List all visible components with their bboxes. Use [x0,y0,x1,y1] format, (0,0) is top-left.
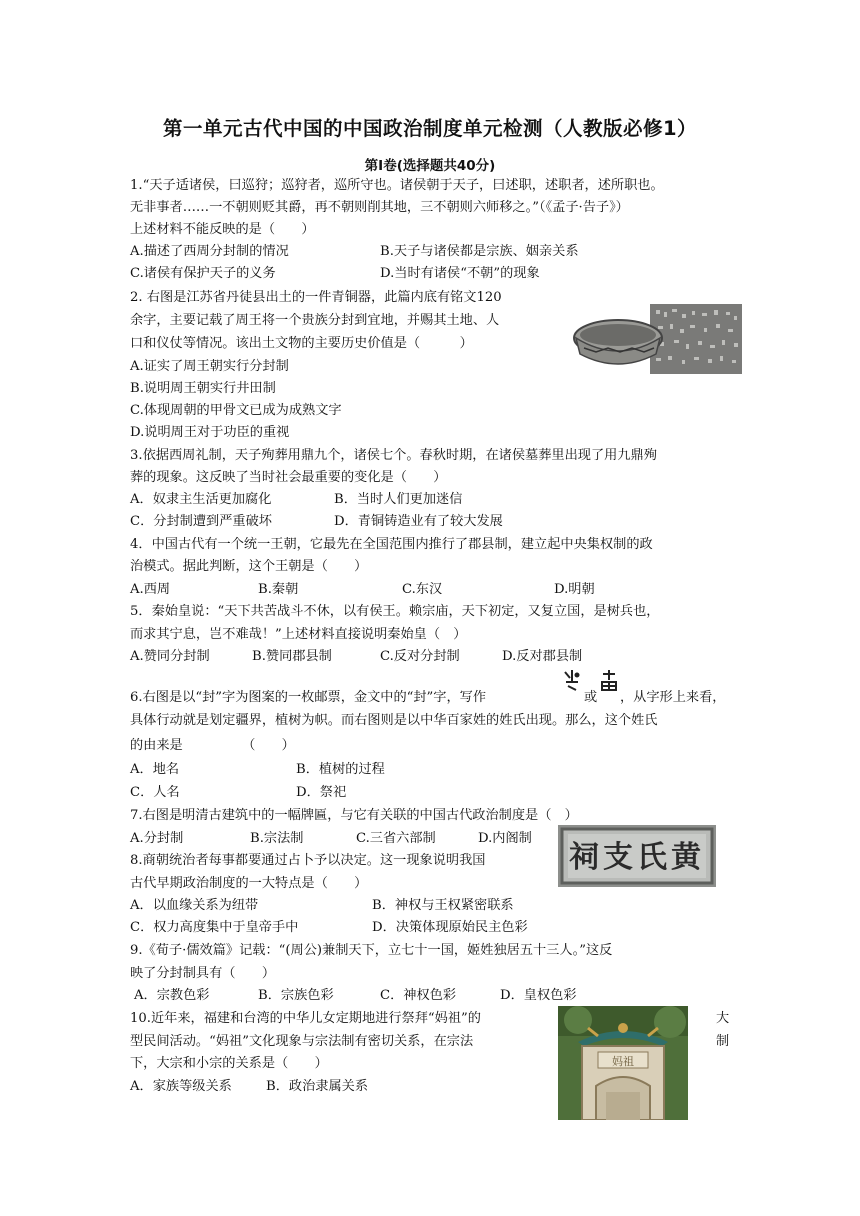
q7-line-1: 7.右图是明清古建筑中的一幅牌匾，与它有关联的中国古代政治制度是（ ） [130,808,578,823]
q9-option-c: C．神权色彩 [380,988,457,1003]
q5-option-b: B.赞同郡县制 [252,649,332,664]
q2-option-c: C.体现周朝的甲骨文已成为成熟文字 [130,403,342,418]
shrine-text: 妈祖 [612,1055,634,1068]
q10-line-1a: 10.近年来，福建和台湾的中华儿女定期地进行祭拜“妈祖”的 [130,1011,481,1026]
q7-option-d: D.内阁制 [478,831,532,846]
q5-option-a: A.赞同分封制 [130,649,210,664]
q5-line-1: 5．秦始皇说：“天下共苦战斗不休，以有侯王。赖宗庙，天下初定，又复立国，是树兵也， [130,604,660,619]
section-heading: 第Ⅰ卷(选择题共40分) [364,158,496,174]
q6-line-3: 的由来是 （ ） [130,738,295,753]
q3-line-1: 3.依据西周礼制，天子殉葬用鼎九个，诸侯七个。春秋时期，在诸侯墓葬里出现了用九鼎殉 [130,448,657,463]
q2-option-b: B.说明周王朝实行井田制 [130,381,276,396]
q8-option-c: C．权力高度集中于皇帝手中 [130,920,299,935]
q6-option-a: A．地名 [130,762,180,777]
q4-option-b: B.秦朝 [258,582,299,597]
q6-line-2: 具体行动就是划定疆界，植树为帜。而右图则是以中华百家姓的姓氏出现。那么，这个姓氏 [130,713,658,728]
q1-line-3: 上述材料不能反映的是（ ） [130,222,315,237]
q2-line-3: 口和仪仗等情况。该出土文物的主要历史价值是（ ） [130,336,473,351]
bronze-vessel-image [570,302,742,376]
q10-line-1b: 大 [716,1011,730,1026]
mazu-temple-gate-image [558,1006,688,1120]
q4-option-c: C.东汉 [402,582,443,597]
q8-line-2: 古代早期政治制度的一大特点是（ ） [130,876,368,891]
q9-line-2: 映了分封制具有（ ） [130,966,276,981]
q7-option-b: B.宗法制 [250,831,304,846]
ancestral-hall-plaque-image [558,825,716,887]
q1-option-b: B.天子与诸侯都是宗族、姻亲关系 [380,244,579,259]
q8-line-1: 8.商朝统治者每事都要通过占卜予以决定。这一现象说明我国 [130,853,486,868]
q4-option-d: D.明朝 [554,582,595,597]
q3-option-b: B．当时人们更加迷信 [334,492,463,507]
q5-line-2: 而求其宁息，岂不难哉！”上述材料直接说明秦始皇（ ） [130,627,467,642]
bronze-script-feng-glyph-1-icon [562,668,582,692]
q9-option-a: A．宗教色彩 [134,988,210,1003]
page-title: 第一单元古代中国的中国政治制度单元检测（人教版必修1） [162,117,698,140]
q9-option-b: B．宗族色彩 [258,988,334,1003]
q1-option-a: A.描述了西周分封制的情况 [130,244,289,259]
q10-line-2b: 制 [716,1034,730,1049]
q6-line-1c: ，从字形上来看， [620,690,726,705]
q3-option-d: D．青铜铸造业有了较大发展 [334,514,503,529]
q1-line-1: 1.“天子适诸侯，曰巡狩；巡狩者，巡所守也。诸侯朝于天子，曰述职，述职者，述所职也。 [130,178,664,193]
q1-option-d: D.当时有诸侯“不朝”的现象 [380,266,540,281]
q6-option-d: D．祭祀 [296,785,347,800]
q3-option-c: C．分封制遭到严重破坏 [130,514,272,529]
q4-option-a: A.西周 [130,582,171,597]
q1-line-2: 无非事者……一不朝则贬其爵，再不朝则削其地，三不朝则六师移之。”（《孟子·告子》） [130,200,629,215]
q6-line-1b: 或 [584,690,598,705]
q10-line-2a: 型民间活动。“妈祖”文化现象与宗法制有密切关系，在宗法 [130,1034,474,1049]
q2-option-a: A.证实了周王朝实行分封制 [130,359,289,374]
q4-line-2: 治模式。据此判断，这个王朝是（ ） [130,559,368,574]
q10-option-b: B．政治隶属关系 [266,1079,369,1094]
q8-option-b: B．神权与王权紧密联系 [372,898,514,913]
q2-line-1: 2. 右图是江苏省丹徒县出土的一件青铜器，此篇内底有铭文120 [130,290,502,305]
q7-option-c: C.三省六部制 [356,831,436,846]
q3-option-a: A．奴隶主生活更加腐化 [130,492,272,507]
q3-line-2: 葬的现象。这反映了当时社会最重要的变化是（ ） [130,470,447,485]
q10-line-3: 下，大宗和小宗的关系是（ ） [130,1056,328,1071]
q7-option-a: A.分封制 [130,831,184,846]
q1-option-c: C.诸侯有保护天子的义务 [130,266,276,281]
q6-line-1a: 6.右图是以“封”字为图案的一枚邮票，金文中的“封”字，写作 [130,690,487,705]
q6-option-b: B．植树的过程 [296,762,385,777]
q8-option-d: D．决策体现原始民主色彩 [372,920,528,935]
q10-option-a: A．家族等级关系 [130,1079,232,1094]
bronze-script-feng-glyph-2-icon [599,668,619,692]
q5-option-c: C.反对分封制 [380,649,460,664]
q2-option-d: D.说明周王对于功臣的重视 [130,425,290,440]
q9-line-1: 9.《荀子·儒效篇》记载：“(周公)兼制天下，立七十一国，姬姓独居五十三人。”这反 [130,943,613,958]
q8-option-a: A．以血缘关系为纽带 [130,898,259,913]
q5-option-d: D.反对郡县制 [502,649,583,664]
q4-line-1: 4．中国古代有一个统一王朝，它最先在全国范围内推行了郡县制，建立起中央集权制的政 [130,537,653,552]
q2-line-2: 余字，主要记载了周王将一个贵族分封到宜地，并赐其土地、人 [130,313,500,328]
plaque-text: 祠支氏黄 [569,840,705,875]
q6-option-c: C．人名 [130,785,180,800]
q9-option-d: D．皇权色彩 [500,988,577,1003]
